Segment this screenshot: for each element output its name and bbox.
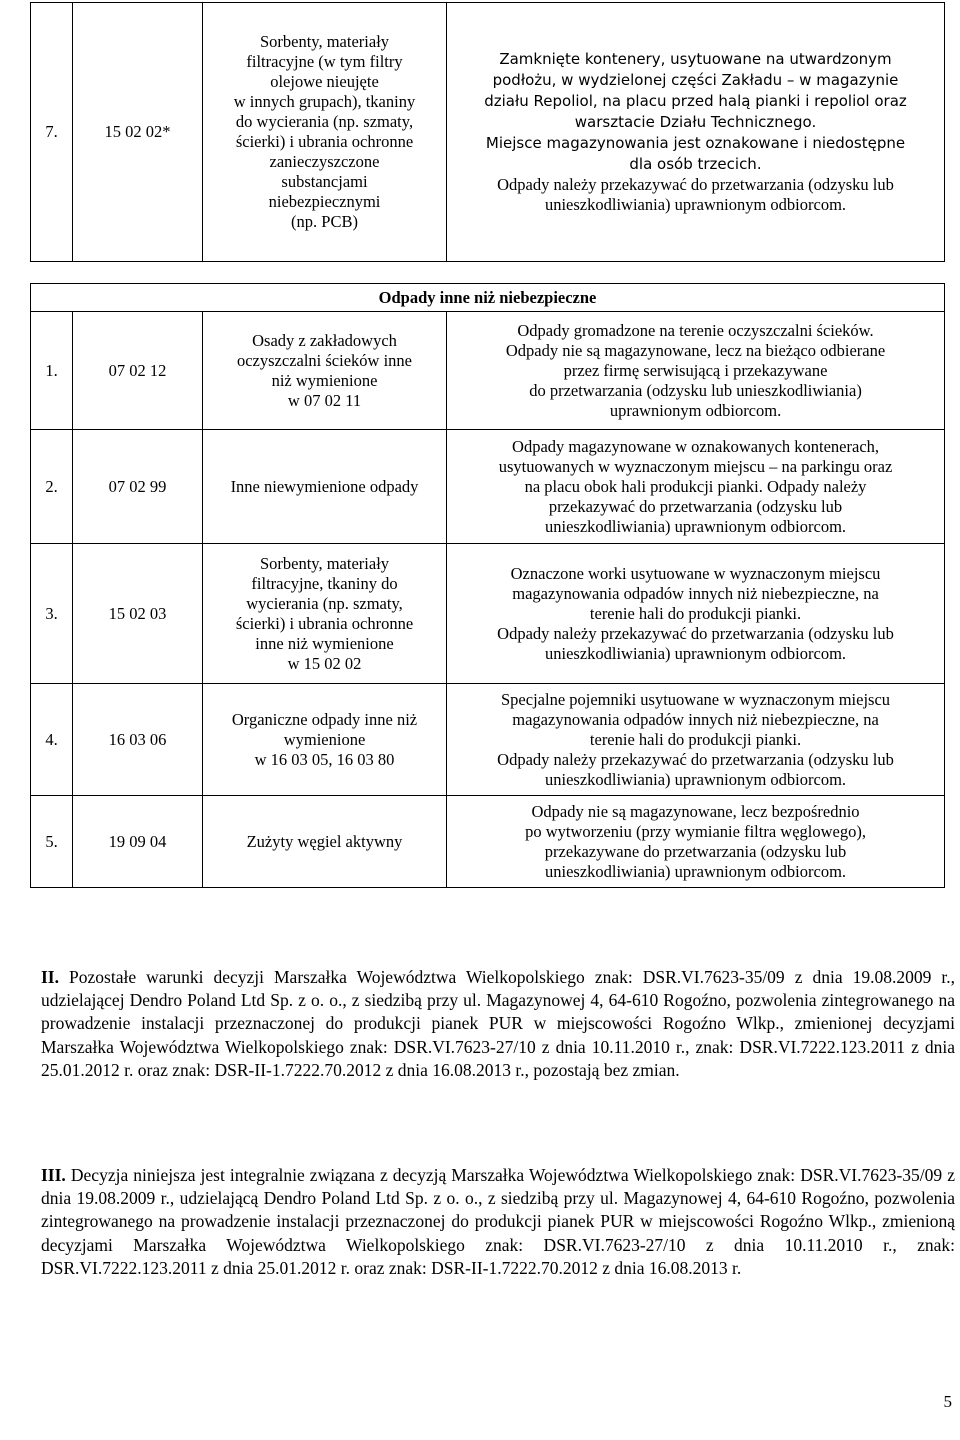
section-header-row: [31, 284, 945, 312]
storage-description: Odpady magazynowane w oznakowanych kontenerach, usytuowanych w wyznaczonym miejscu – na parkingu oraz na placu obok hali produkcji pianki. Odpady należy przekazywać do przetwarzania (odzysku lub unieszkodliwiania) uprawnionym odbiorcom.: [447, 430, 945, 544]
section-header: Odpady inne niż niebezpieczne: [31, 284, 945, 312]
waste-name: Osady z zakładowych oczyszczalni ścieków inne niż wymienione w 07 02 11: [203, 312, 447, 430]
storage-description: Odpady nie są magazynowane, lecz bezpośrednio po wytworzeniu (przy wymianie filtra węglowego), przekazywane do przetwarzania (odzysku lub unieszkodliwiania) uprawnionym odbiorcom.: [447, 796, 945, 888]
row-number: 5.: [31, 796, 73, 888]
waste-name: Inne niewymienione odpady: [203, 430, 447, 544]
table-row: [31, 544, 945, 684]
waste-code: 15 02 02*: [73, 3, 203, 262]
waste-name: Sorbenty, materiały filtracyjne, tkaniny do wycierania (np. szmaty, ścierki) i ubrania ochronne inne niż wymienione w 15 02 02: [203, 544, 447, 684]
waste-code: 19 09 04: [73, 796, 203, 888]
row-number: 3.: [31, 544, 73, 684]
waste-name: Sorbenty, materiały filtracyjne (w tym filtry olejowe nieujęte w innych grupach), tkaniny do wycierania (np. szmaty, ścierki) i ubrania ochronne zanieczyszczone substancjami niebezpiecznymi (np. PCB): [203, 3, 447, 262]
section-ii-paragraph: [41, 966, 955, 1082]
waste-code: 15 02 03: [73, 544, 203, 684]
section-iii-text: Decyzja niniejsza jest integralnie związana z decyzją Marszałka Województwa Wielkopolskiego znak: DSR.VI.7623-35/09 z dnia 19.08.2009 r., udzielającą Dendro Poland Ltd Sp. z o. o., z siedzibą przy ul. Magazynowej 4, 64-610 Rogoźno, pozwolenia zintegrowanego na prowadzenie instalacji przeznaczonej do produkcji pianek PUR w miejscowości Rogoźno Wlkp., zmienioną decyzjami Marszałka Województwa Wielkopolskiego znak: DSR.VI.7623-27/10 z dnia 10.11.2010 r., znak: DSR.VI.7222.123.2011 z dnia 25.01.2012 r. oraz znak: DSR-II-1.7222.70.2012 z dnia 16.08.2013 r.: [41, 1165, 956, 1278]
section-iii-label: III.: [41, 1165, 66, 1185]
storage-description: Specjalne pojemniki usytuowane w wyznaczonym miejscu magazynowania odpadów innych niż niebezpieczne, na terenie hali do produkcji pianki. Odpady należy przekazywać do przetwarzania (odzysku lub unieszkodliwiania) uprawnionym odbiorcom.: [447, 684, 945, 796]
hazardous-waste-table: [30, 2, 945, 262]
section-ii-label: II.: [41, 967, 59, 987]
row-number: 7.: [31, 3, 73, 262]
table-row: [31, 3, 945, 262]
row-number: 4.: [31, 684, 73, 796]
storage-description: Oznaczone worki usytuowane w wyznaczonym miejscu magazynowania odpadów innych niż niebezpieczne, na terenie hali do produkcji pianki. Odpady należy przekazywać do przetwarzania (odzysku lub unieszkodliwiania) uprawnionym odbiorcom.: [447, 544, 945, 684]
waste-code: 16 03 06: [73, 684, 203, 796]
waste-code: 07 02 12: [73, 312, 203, 430]
table-row: [31, 684, 945, 796]
waste-name: Zużyty węgiel aktywny: [203, 796, 447, 888]
row-number: 2.: [31, 430, 73, 544]
section-ii-text: Pozostałe warunki decyzji Marszałka Województwa Wielkopolskiego znak: DSR.VI.7623-35/09 z dnia 19.08.2009 r., udzielającej Dendro Poland Ltd Sp. z o. o., z siedzibą przy ul. Magazynowej 4, 64-610 Rogoźno, pozwolenia zintegrowanego na prowadzenie instalacji przeznaczonej do produkcji pianek PUR w miejscowości Rogoźno Wlkp., zmienionej decyzjami Marszałka Województwa Wielkopolskiego znak: DSR.VI.7623-27/10 z dnia 10.11.2010 r., znak: DSR.VI.7222.123.2011 z dnia 25.01.2012 r. oraz znak: DSR-II-1.7222.70.2012 z dnia 16.08.2013 r., pozostają bez zmian.: [41, 967, 955, 1080]
storage-description: Odpady gromadzone na terenie oczyszczalni ścieków. Odpady nie są magazynowane, lecz na bieżąco odbierane przez firmę serwisującą i przekazywane do przetwarzania (odzysku lub unieszkodliwiania) uprawnionym odbiorcom.: [447, 312, 945, 430]
table-row: [31, 312, 945, 430]
waste-code: 07 02 99: [73, 430, 203, 544]
section-iii-paragraph: [41, 1164, 955, 1280]
table-row: [31, 796, 945, 888]
page-number: 5: [943, 1392, 952, 1411]
table-row: [31, 430, 945, 544]
row-number: 1.: [31, 312, 73, 430]
non-hazardous-waste-table: [30, 283, 945, 888]
waste-name: Organiczne odpady inne niż wymienione w 16 03 05, 16 03 80: [203, 684, 447, 796]
storage-description: Zamknięte kontenery, usytuowane na utwardzonym podłożu, w wydzielonej części Zakładu – w magazynie działu Repoliol, na placu przed halą pianki i repoliol oraz warsztacie Działu Technicznego. Miejsce magazynowania jest oznakowane i niedostępne dla osób trzecich. Odpady należy przekazywać do przetwarzania (odzysku lub unieszkodliwiania) uprawnionym odbiorcom.: [447, 3, 945, 262]
